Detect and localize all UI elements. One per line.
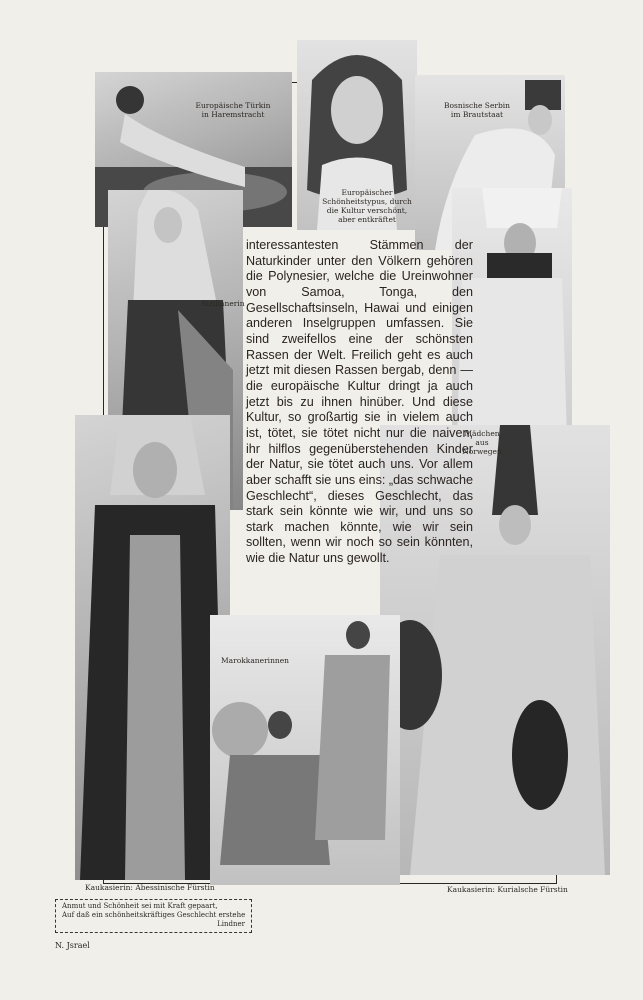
- photo-abyssinian-princess: [75, 415, 230, 880]
- caption-marokkanerinnen: Marokkanerinnen: [221, 656, 289, 665]
- caption-serbin: Bosnische Serbin im Brautstaat: [444, 101, 510, 119]
- signature: N. Jsrael: [55, 941, 90, 950]
- quote-line-2: Auf daß ein schönheitskräftiges Geschlecht erstehe: [62, 911, 246, 919]
- caption-abessinisch: Kaukasierin: Abessinische Fürstin: [85, 883, 215, 892]
- caption-kurialsche: Kaukasierin: Kurialsche Fürstin: [447, 885, 568, 894]
- quote-box: [55, 899, 252, 933]
- caption-turkin: Europäische Türkin in Haremstracht: [195, 101, 271, 119]
- quote-author: Lindner: [217, 920, 245, 928]
- caption-norwegen: Mädchen aus Norwegen: [462, 429, 502, 456]
- caption-europa: Europäischer Schönheitstypus, durch die Kultur verschönt, aber entkräftet: [322, 188, 412, 224]
- body-paragraph: interessantesten Stämmen der Naturkinder unter den Völkern gehören die Polynesier, welche die Ureinwohner von Samoa, Tonga, den Gesellschaftsinseln, Hawai und einigen anderen Inselgruppen umfassen. Sie sind zweifellos eine der schönsten Rassen der Welt. Freilich geht es auch jetzt mit diesen Rassen bergab, denn — die europäische Kultur dringt ja auch jetzt bis zu ihnen hinüber. Und diese Kultur, so großartig sie in vielem auch ist, tötet, sie tötet nicht nur die naiven, ihr hilflos gegenüberstehenden Kinder der Natur, sie tötet auch uns. Vor allem aber schafft sie uns eins: „das schwache Geschlecht“, dieses Geschlecht, das stark sein könnte wie wir, und uns so stark machen könnte, wie wir sein sollten, wenn wir noch so sein könnten, wie die Natur uns gewollt.: [246, 238, 473, 566]
- caption-sizilianerin: Sizilianerin: [201, 299, 245, 308]
- quote-line-1: Anmut und Schönheit sei mit Kraft gepaart,: [62, 902, 218, 910]
